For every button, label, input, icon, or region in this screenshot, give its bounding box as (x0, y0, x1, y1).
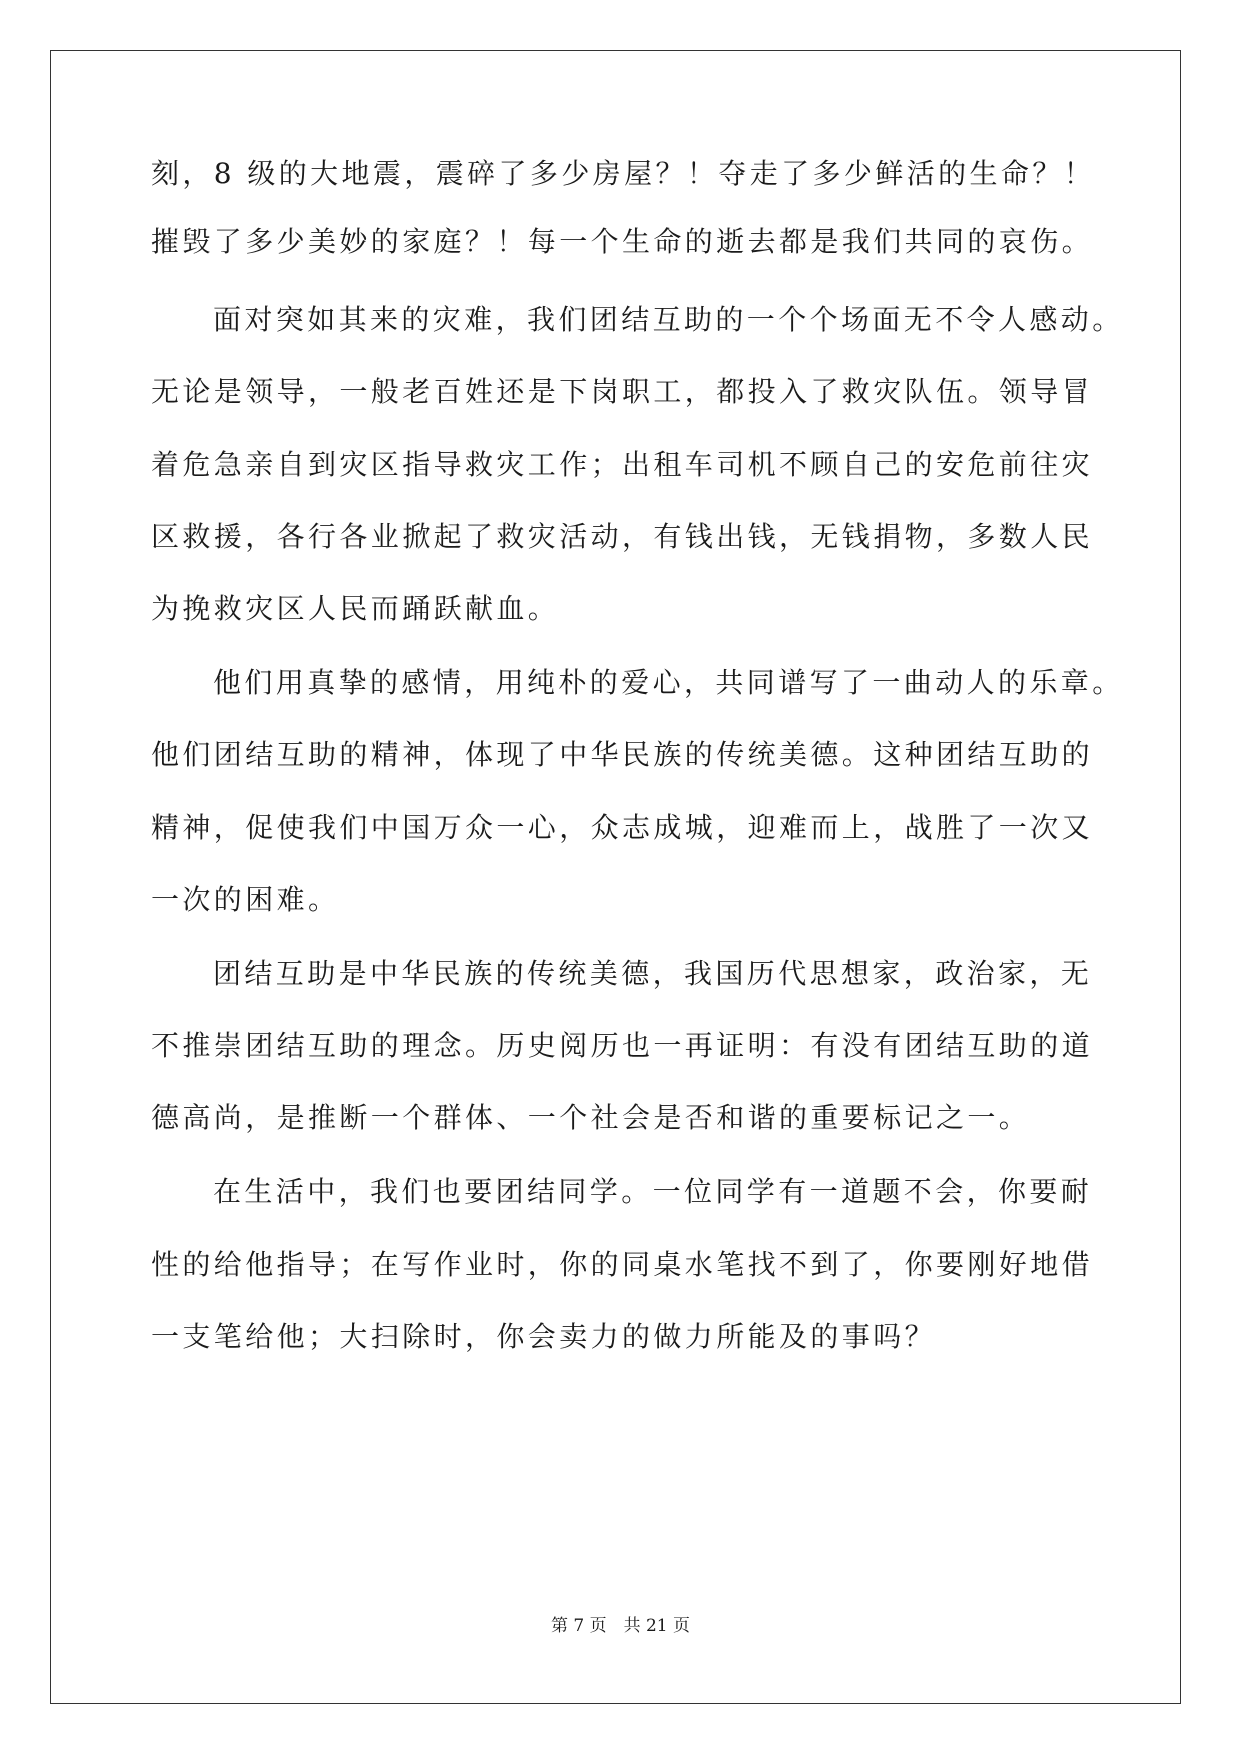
body-line: 性的给他指导；在写作业时，你的同桌水笔找不到了，你要刚好地借 (151, 1248, 1094, 1281)
body-line: 德高尚，是推断一个群体、一个社会是否和谐的重要标记之一。 (151, 1101, 1031, 1134)
body-line: 着危急亲自到灾区指导救灾工作；出租车司机不顾自己的安危前往灾 (151, 448, 1094, 481)
body-line: 一次的困难。 (151, 883, 340, 916)
page-border (50, 50, 1181, 1704)
body-line: 为挽救灾区人民而踊跃献血。 (151, 592, 560, 625)
paragraph-start-line: 团结互助是中华民族的传统美德，我国历代思想家，政治家，无 (213, 957, 1093, 990)
body-line: 不推崇团结互助的理念。历史阅历也一再证明：有没有团结互助的道 (151, 1029, 1094, 1062)
body-line: 精神，促使我们中国万众一心，众志成城，迎难而上，战胜了一次又 (151, 811, 1094, 844)
page-number: 第 7 页 共 21 页 (550, 1616, 691, 1636)
paragraph-start-line: 他们用真挚的感情，用纯朴的爱心，共同谱写了一曲动人的乐章。 (213, 666, 1124, 699)
body-line: 摧毁了多少美妙的家庭？！每一个生命的逝去都是我们共同的哀伤。 (151, 225, 1094, 258)
body-line: 他们团结互助的精神，体现了中华民族的传统美德。这种团结互助的 (151, 738, 1094, 771)
paragraph-start-line: 在生活中，我们也要团结同学。一位同学有一道题不会，你要耐 (213, 1175, 1093, 1208)
body-line: 区救援，各行各业掀起了救灾活动，有钱出钱，无钱捐物，多数人民 (151, 520, 1094, 553)
paragraph-start-line: 面对突如其来的灾难，我们团结互助的一个个场面无不令人感动。 (213, 303, 1124, 336)
body-line: 无论是领导，一般老百姓还是下岗职工，都投入了救灾队伍。领导冒 (151, 375, 1094, 408)
body-line: 一支笔给他；大扫除时，你会卖力的做力所能及的事吗？ (151, 1320, 937, 1353)
body-line: 刻，8 级的大地震，震碎了多少房屋？！夺走了多少鲜活的生命？！ (151, 157, 1096, 190)
